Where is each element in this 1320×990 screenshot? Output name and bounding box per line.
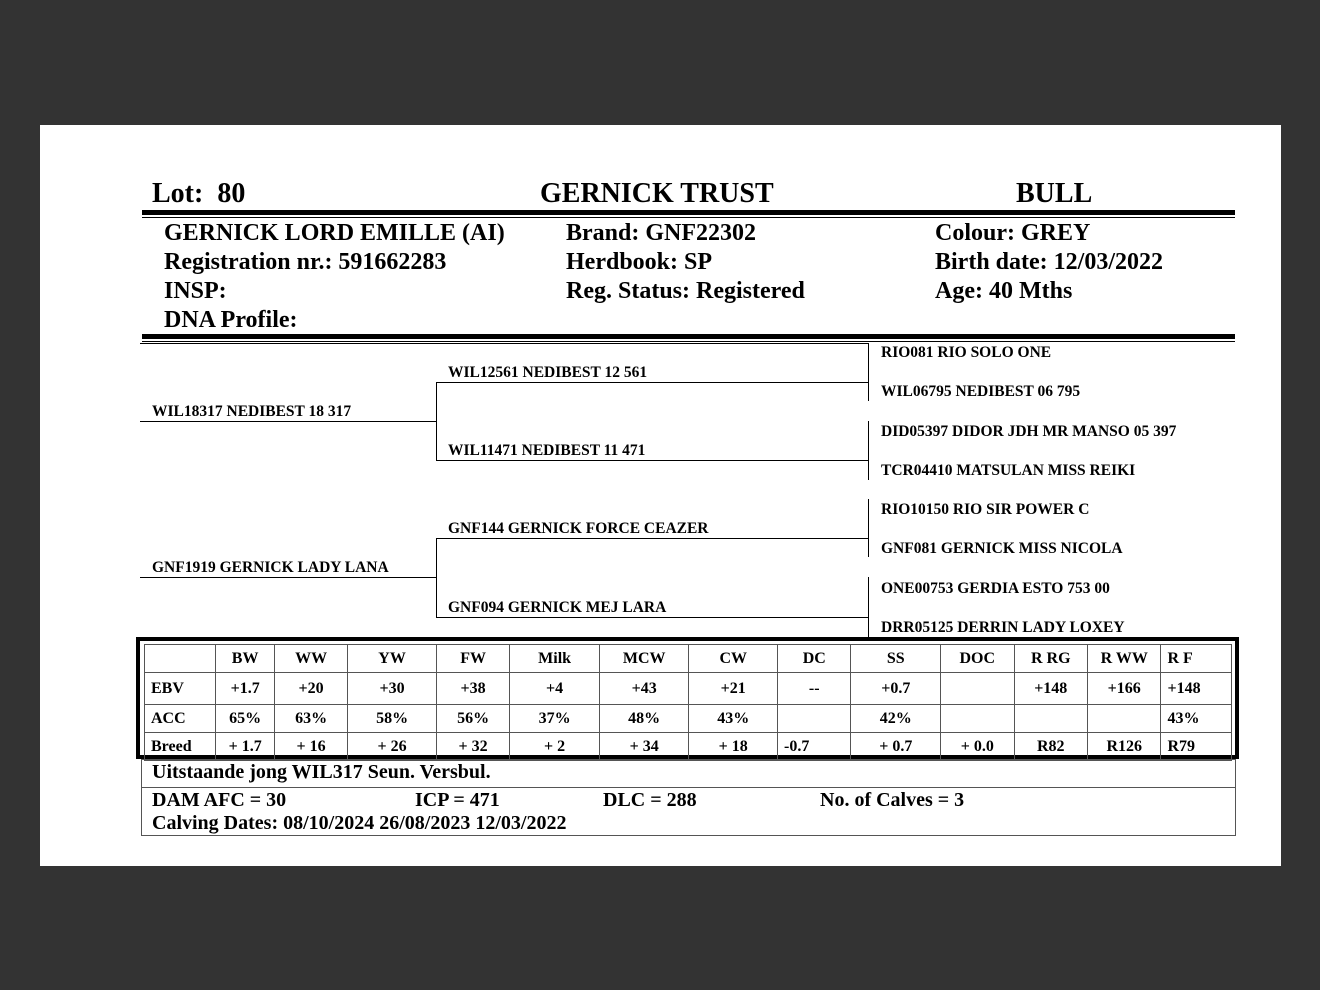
lot-label: Lot: — [152, 178, 204, 209]
ebv-table — [144, 644, 1232, 761]
gp2-bracket — [868, 421, 869, 480]
ggp-4: TCR04410 MATSULAN MISS REIKI — [881, 462, 1136, 479]
sire-line — [140, 421, 437, 422]
gp3-bracket — [868, 499, 869, 557]
breed-cell: + 2 — [510, 733, 600, 761]
ebv-cell: +0.7 — [851, 673, 941, 705]
animal-name: GERNICK LORD EMILLE (AI) — [164, 220, 505, 246]
animal-info-col3 — [935, 219, 1163, 306]
row-label: EBV — [145, 673, 216, 705]
breed-cell: R79 — [1161, 733, 1232, 761]
sire-dam-name: WIL11471 NEDIBEST 11 471 — [448, 442, 646, 459]
ebv-cell: +20 — [274, 673, 347, 705]
acc-cell — [1014, 705, 1087, 733]
ebv-col-header: CW — [689, 645, 778, 673]
acc-cell: 63% — [274, 705, 347, 733]
calving-dates: Calving Dates: 08/10/2024 26/08/2023 12/03/2022 — [152, 812, 567, 834]
animal-info-col2 — [566, 219, 805, 306]
animal-info-col1 — [164, 219, 505, 335]
breed-cell: + 0.7 — [851, 733, 941, 761]
info-rule — [142, 334, 1235, 339]
lot-card — [40, 125, 1281, 866]
animal-type: BULL — [1016, 178, 1093, 209]
acc-row — [145, 705, 1232, 733]
ebv-col-header: YW — [348, 645, 437, 673]
ebv-cell — [941, 673, 1014, 705]
birth-date: Birth date: 12/03/2022 — [935, 249, 1163, 275]
ebv-header-row — [145, 645, 1232, 673]
dam-line — [140, 577, 437, 578]
ebv-cell: +4 — [510, 673, 600, 705]
breed-cell: + 0.0 — [941, 733, 1014, 761]
breed-cell: + 34 — [599, 733, 689, 761]
ggp-2: WIL06795 NEDIBEST 06 795 — [881, 383, 1081, 400]
acc-cell: 58% — [348, 705, 437, 733]
dam-dam-name: GNF094 GERNICK MEJ LARA — [448, 599, 667, 616]
ebv-cell: +148 — [1014, 673, 1087, 705]
ebv-cell: +1.7 — [216, 673, 274, 705]
sire-sire-name: WIL12561 NEDIBEST 12 561 — [448, 364, 648, 381]
dam-dam-line — [436, 617, 869, 618]
dna-profile: DNA Profile: — [164, 307, 298, 333]
dam-name: GNF1919 GERNICK LADY LANA — [152, 559, 389, 576]
acc-cell: 43% — [1161, 705, 1232, 733]
ebv-cell: +166 — [1087, 673, 1160, 705]
ebv-col-header: Milk — [510, 645, 600, 673]
dam-sire-line — [436, 538, 869, 539]
ggp-6: GNF081 GERNICK MISS NICOLA — [881, 540, 1123, 557]
breed-cell: -0.7 — [778, 733, 851, 761]
sire-bracket — [436, 382, 437, 461]
acc-cell: 42% — [851, 705, 941, 733]
row-label: ACC — [145, 705, 216, 733]
acc-cell — [778, 705, 851, 733]
age: Age: 40 Mths — [935, 278, 1073, 304]
breed-cell: + 18 — [689, 733, 778, 761]
acc-cell: 65% — [216, 705, 274, 733]
acc-cell — [941, 705, 1014, 733]
ebv-row — [145, 673, 1232, 705]
ebv-col-header — [145, 645, 216, 673]
breed-cell: + 26 — [348, 733, 437, 761]
acc-cell: 37% — [510, 705, 600, 733]
ebv-cell: +21 — [689, 673, 778, 705]
breed-cell: R126 — [1087, 733, 1160, 761]
comment-text: Uitstaande jong WIL317 Seun. Versbul. — [152, 761, 491, 783]
sire-dam-line — [436, 460, 869, 461]
lot-value: 80 — [217, 178, 246, 209]
ebv-col-header: DC — [778, 645, 851, 673]
ggp-8: DRR05125 DERRIN LADY LOXEY — [881, 619, 1125, 636]
lot-number — [152, 178, 245, 210]
ebv-col-header: R F — [1161, 645, 1232, 673]
brand: Brand: GNF22302 — [566, 220, 757, 246]
dam-afc: DAM AFC = 30 — [152, 789, 287, 811]
acc-cell: 48% — [599, 705, 689, 733]
breed-row — [145, 733, 1232, 761]
acc-cell: 43% — [689, 705, 778, 733]
ebv-col-header: FW — [436, 645, 509, 673]
ebv-col-header: DOC — [941, 645, 1014, 673]
sire-name: WIL18317 NEDIBEST 18 317 — [152, 403, 352, 420]
ebv-col-header: MCW — [599, 645, 689, 673]
ggp-5: RIO10150 RIO SIR POWER C — [881, 501, 1090, 518]
ebv-col-header: BW — [216, 645, 274, 673]
dam-dlc: DLC = 288 — [603, 789, 697, 811]
ebv-cell: +30 — [348, 673, 437, 705]
breed-cell: + 16 — [274, 733, 347, 761]
ebv-cell: -- — [778, 673, 851, 705]
acc-cell — [1087, 705, 1160, 733]
header-rule-thin — [142, 217, 1235, 218]
ebv-col-header: WW — [274, 645, 347, 673]
insp-label: INSP: — [164, 278, 227, 304]
registration-number: Registration nr.: 591662283 — [164, 249, 447, 275]
ebv-cell: +43 — [599, 673, 689, 705]
acc-cell: 56% — [436, 705, 509, 733]
dam-bracket — [436, 538, 437, 618]
info-rule-thin — [142, 341, 1235, 342]
reg-status: Reg. Status: Registered — [566, 278, 805, 304]
breed-cell: R82 — [1014, 733, 1087, 761]
colour: Colour: GREY — [935, 220, 1091, 246]
ebv-col-header: R WW — [1087, 645, 1160, 673]
ggp-7: ONE00753 GERDIA ESTO 753 00 — [881, 580, 1110, 597]
dam-icp: ICP = 471 — [415, 789, 500, 811]
gp4-bracket — [868, 577, 869, 637]
ebv-col-header: SS — [851, 645, 941, 673]
ebv-col-header: R RG — [1014, 645, 1087, 673]
ebv-cell: +148 — [1161, 673, 1232, 705]
header-rule — [142, 210, 1235, 215]
breed-cell: + 32 — [436, 733, 509, 761]
comment-box — [141, 759, 1236, 788]
pedigree-top-line — [140, 343, 868, 344]
seller-name: GERNICK TRUST — [540, 178, 774, 209]
sire-sire-line — [436, 382, 869, 383]
breed-cell: + 1.7 — [216, 733, 274, 761]
gp1-bracket — [868, 343, 869, 401]
row-label: Breed — [145, 733, 216, 761]
ggp-1: RIO081 RIO SOLO ONE — [881, 344, 1052, 361]
dam-calves: No. of Calves = 3 — [820, 789, 965, 811]
dam-info-box — [141, 787, 1236, 836]
ggp-3: DID05397 DIDOR JDH MR MANSO 05 397 — [881, 423, 1177, 440]
herdbook: Herdbook: SP — [566, 249, 713, 275]
dam-sire-name: GNF144 GERNICK FORCE CEAZER — [448, 520, 709, 537]
ebv-cell: +38 — [436, 673, 509, 705]
